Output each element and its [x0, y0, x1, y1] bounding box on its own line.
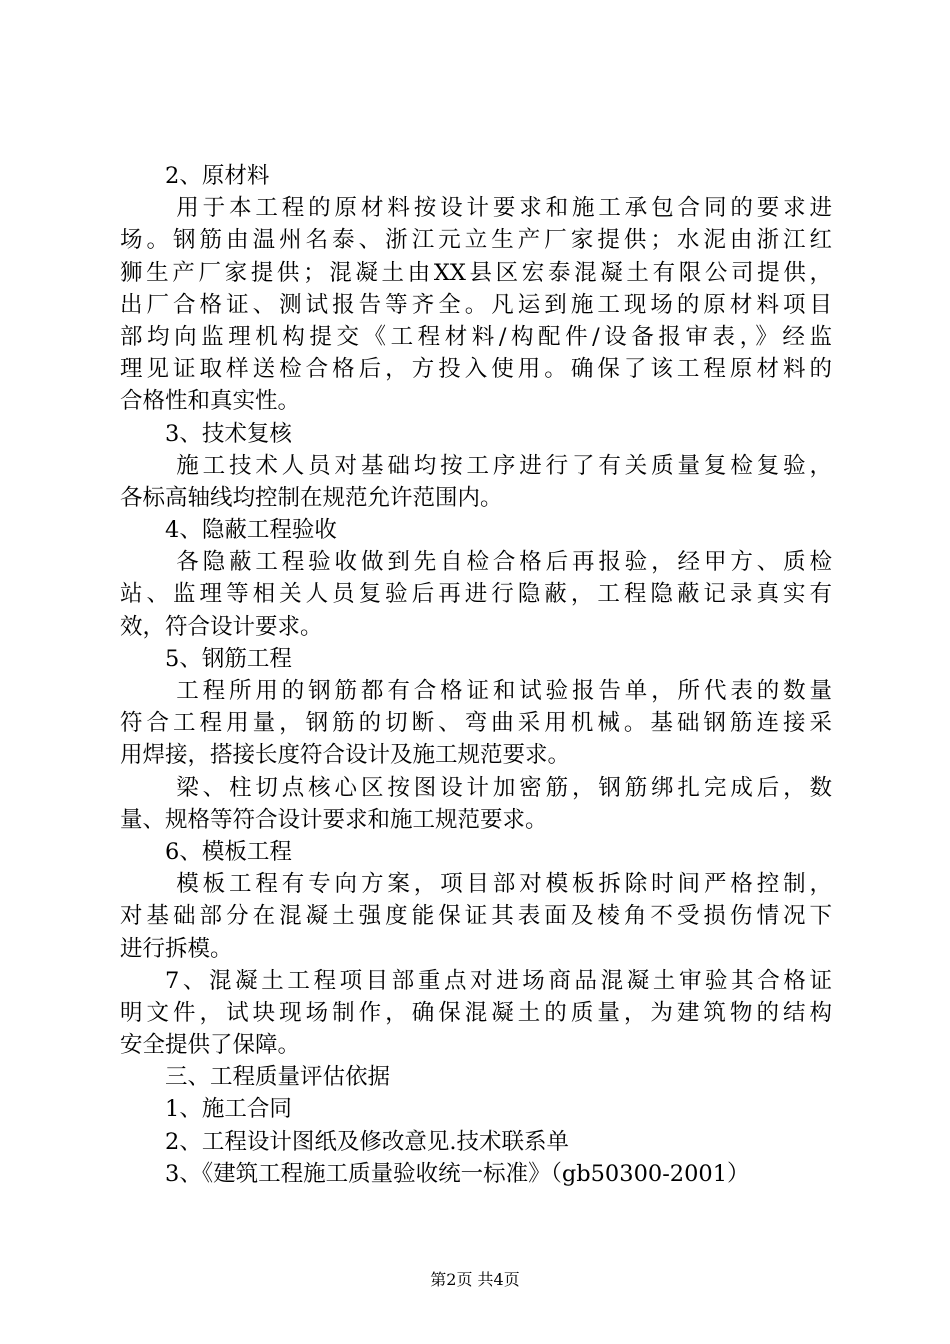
text-line: 合格性和真实性。: [120, 388, 301, 415]
text-line: 符合工程用量，钢筋的切断、弯曲采用机械。基础钢筋连接采: [120, 710, 832, 737]
text-line: 理见证取样送检合格后，方投入使用。确保了该工程原材料的: [120, 356, 832, 383]
text-line: 施工技术人员对基础均按工序进行了有关质量复检复验，: [176, 452, 832, 479]
page-footer: 第2页 共4页: [430, 1270, 520, 1289]
text-line: 5、钢筋工程: [165, 645, 292, 672]
text-line: 4、隐蔽工程验收: [165, 517, 337, 544]
text-line: 各隐蔽工程验收做到先自检合格后再报验，经甲方、质检: [176, 549, 832, 576]
text-line: 梁、柱切点核心区按图设计加密筋，钢筋绑扎完成后，数: [176, 774, 832, 801]
text-line: 三、工程质量评估依据: [165, 1064, 391, 1091]
text-line: 站、监理等相关人员复验后再进行隐蔽，工程隐蔽记录真实有: [120, 581, 832, 608]
text-line: 1、施工合同: [165, 1096, 292, 1123]
text-line: 6、模板工程: [165, 838, 292, 865]
text-line: 效，符合设计要求。: [120, 613, 323, 640]
text-line: 进行拆模。: [120, 935, 233, 962]
text-line: 模板工程有专向方案，项目部对模板拆除时间严格控制，: [176, 871, 832, 898]
text-line: 工程所用的钢筋都有合格证和试验报告单，所代表的数量: [176, 678, 832, 704]
text-line: 安全提供了保障。: [120, 1032, 301, 1059]
text-line: 量、规格等符合设计要求和施工规范要求。: [120, 806, 548, 833]
text-line: 用焊接，搭接长度符合设计及施工规范要求。: [120, 742, 571, 769]
text-line: 场。钢筋由温州名泰、浙江元立生产厂家提供；水泥由浙江红: [120, 227, 832, 254]
document-body: [120, 160, 832, 1190]
text-line: 2、原材料: [165, 163, 270, 189]
text-line: 狮生产厂家提供；混凝土由XX县区宏泰混凝土有限公司提供，: [120, 259, 832, 286]
text-line: 对基础部分在混凝土强度能保证其表面及棱角不受损伤情况下: [120, 903, 832, 930]
text-line: 3、技术复核: [165, 420, 292, 447]
text-line: 明文件，试块现场制作，确保混凝土的质量，为建筑物的结构: [120, 999, 832, 1026]
text-line: 7、混凝土工程项目部重点对进场商品混凝土审验其合格证: [165, 967, 832, 994]
text-line: 2、工程设计图纸及修改意见.技术联系单: [165, 1128, 569, 1155]
text-line: 各标高轴线均控制在规范允许范围内。: [120, 484, 503, 511]
text-line: 部均向监理机构提交《工程材料/构配件/设备报审表，》经监: [120, 323, 832, 350]
text-line: 3、《建筑工程施工质量验收统一标准》（gb50300-2001）: [165, 1160, 750, 1187]
text-line: 用于本工程的原材料按设计要求和施工承包合同的要求进: [176, 195, 832, 222]
text-line: 出厂合格证、测试报告等齐全。凡运到施工现场的原材料项目: [120, 291, 832, 318]
